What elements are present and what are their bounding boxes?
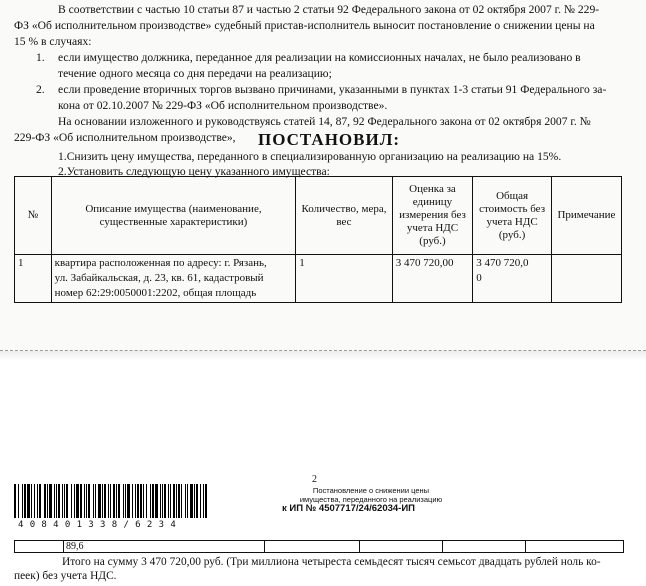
barcode-bar — [44, 484, 46, 518]
barcode-bar — [88, 484, 90, 518]
cell-empty — [443, 541, 526, 553]
cell-empty — [15, 541, 64, 553]
barcode-bar — [80, 484, 82, 518]
total-sum-line-1: Итого на сумму 3 470 720,00 руб. (Три миллиона четыреста семьдесят тысяч семьсот двадцать рублей ноль ко- — [62, 556, 601, 568]
barcode-bar — [164, 484, 166, 518]
barcode-bar — [116, 484, 117, 518]
barcode-bar — [93, 484, 94, 518]
barcode-bar — [162, 484, 163, 518]
barcode-bar — [22, 484, 23, 518]
barcode-bar — [155, 484, 158, 518]
barcode-bar — [196, 484, 198, 518]
row-total-line-1: 3 470 720,0 — [476, 257, 529, 269]
table-row — [15, 541, 624, 553]
barcode-bar — [178, 484, 180, 518]
row-description — [51, 255, 296, 303]
page-break — [0, 350, 646, 361]
case-2-line-1: если проведение вторичных торгов вызвано причинами, указанными в пунктах 1-3 статьи 91 Федерального за- — [58, 83, 607, 96]
cell-empty — [526, 541, 624, 553]
barcode-bar — [24, 484, 26, 518]
barcode-bar — [104, 484, 106, 518]
row-description-line-2: ул. Забайкальская, д. 23, кв. 61, кадастровый — [54, 272, 264, 284]
barcode-bar — [132, 484, 133, 518]
barcode-bar — [150, 484, 151, 518]
barcode-bar — [74, 484, 75, 518]
row-num: 1 — [15, 255, 52, 303]
area-value: 89,6 — [64, 541, 265, 553]
case-1-number: 1. — [36, 51, 45, 64]
intro-line-2: ФЗ «Об исполнительном производстве» судебный пристав-исполнитель выносит постановление о снижении цены на — [14, 19, 595, 32]
barcode-bar — [37, 484, 38, 518]
barcode-bar — [84, 484, 85, 518]
barcode-bar — [31, 484, 32, 518]
page-header — [276, 486, 466, 504]
barcode-bar — [34, 484, 35, 518]
barcode-bar — [140, 484, 142, 518]
header-note: Примечание — [551, 177, 621, 255]
barcode-bar — [102, 484, 103, 518]
barcode-bar — [160, 484, 161, 518]
intro-line-1: В соответствии с частью 10 статьи 87 и частью 2 статьи 92 Федерального закона от 02 октября 2007 г. № 229- — [58, 3, 600, 16]
basis-line-2: 229-ФЗ «Об исполнительном производстве», — [14, 131, 236, 144]
barcode-bar — [125, 484, 126, 518]
row-valuation: 3 470 720,00 — [392, 255, 473, 303]
barcode-bar — [49, 484, 52, 518]
barcode-bar — [173, 484, 175, 518]
barcode-bar — [190, 484, 193, 518]
barcode-bar — [181, 484, 182, 518]
barcode-bar — [127, 484, 130, 518]
barcode-bar — [54, 484, 55, 518]
basis-line-1: На основании изложенного и руководствуясь статей 14, 87, 92 Федерального закона от 02 октября 2007 г. № — [58, 115, 591, 128]
barcode-bar — [194, 484, 195, 518]
header-valuation: Оценка за единицу измерения без учета НДС (руб.) — [392, 177, 473, 255]
row-quantity: 1 — [296, 255, 392, 303]
barcode-bar — [152, 484, 154, 518]
barcode-bar — [205, 484, 207, 518]
barcode-bar — [95, 484, 96, 518]
table-header-row — [15, 177, 622, 255]
barcode-bar — [56, 484, 57, 518]
barcode-bar — [110, 484, 111, 518]
header-total: Общая стоимость без учета НДС (руб.) — [473, 177, 552, 255]
barcode-bar — [18, 484, 19, 518]
barcode-bar — [170, 484, 171, 518]
property-price-table — [14, 176, 622, 303]
barcode-bar — [39, 484, 41, 518]
page-header-line-1: Постановление о снижении цены — [312, 486, 430, 495]
cell-empty — [265, 541, 360, 553]
barcode-bar — [176, 484, 177, 518]
case-1-line-2: течение одного месяца со дня передачи на реализацию; — [58, 67, 332, 80]
barcode-bar — [146, 484, 147, 518]
barcode-bar — [185, 484, 186, 518]
header-quantity: Количество, мера, вес — [296, 177, 392, 255]
row-description-line-1: квартира расположенная по адресу: г. Рязань, — [54, 257, 267, 269]
total-sum-line-2: пеек) без учета НДС. — [14, 570, 117, 582]
barcode-bar — [64, 484, 65, 518]
row-description-line-3: номер 62:29:0050001:2202, общая площадь — [54, 287, 257, 299]
barcode-bar — [118, 484, 120, 518]
page-number: 2 — [312, 474, 317, 485]
row-total-line-2: 0 — [476, 272, 482, 284]
barcode-bar — [187, 484, 188, 518]
continuation-table — [14, 540, 624, 553]
header-description: Описание имущества (наименование, существенные характеристики) — [51, 177, 296, 255]
barcode-bar — [168, 484, 169, 518]
barcode-bar — [71, 484, 72, 518]
case-number: к ИП № 4507717/24/62034-ИП — [282, 503, 415, 514]
intro-line-3: 15 % в случаях: — [14, 35, 92, 48]
row-note — [551, 255, 621, 303]
case-1-line-1: если имущество должника, переданное для реализации на комиссионных началах, не было реализовано в — [58, 51, 581, 64]
barcode-bar — [14, 484, 16, 518]
barcode-bar — [66, 484, 68, 518]
barcode — [14, 484, 210, 518]
decree-title: ПОСТАНОВИЛ: — [258, 130, 401, 149]
barcode-bar — [76, 484, 79, 518]
barcode-bar — [203, 484, 204, 518]
table-row — [15, 255, 622, 303]
barcode-bar — [58, 484, 60, 518]
barcode-bar — [86, 484, 87, 518]
barcode-digits: 408401338/6234 — [18, 520, 183, 530]
barcode-bar — [137, 484, 139, 518]
page-header-line-2: имущества, переданного на реализацию — [299, 495, 443, 504]
barcode-bar — [113, 484, 115, 518]
case-2-number: 2. — [36, 83, 45, 96]
barcode-bar — [98, 484, 101, 518]
decree-item-2: 2.Установить следующую цену указанного имущества: — [58, 165, 330, 178]
decree-item-1: 1.Снизить цену имущества, переданного в специализированную организацию на реализацию на 15%. — [58, 150, 562, 163]
barcode-bar — [135, 484, 136, 518]
cell-empty — [360, 541, 443, 553]
barcode-bar — [108, 484, 109, 518]
barcode-bar — [143, 484, 144, 518]
case-2-line-2: кона от 02.10.2007 № 229-ФЗ «Об исполнительном производстве». — [58, 99, 388, 112]
barcode-bar — [47, 484, 48, 518]
barcode-bar — [123, 484, 124, 518]
row-total — [473, 255, 552, 303]
header-num: № — [15, 177, 52, 255]
barcode-bar — [200, 484, 201, 518]
barcode-bar — [27, 484, 30, 518]
barcode-bar — [62, 484, 63, 518]
